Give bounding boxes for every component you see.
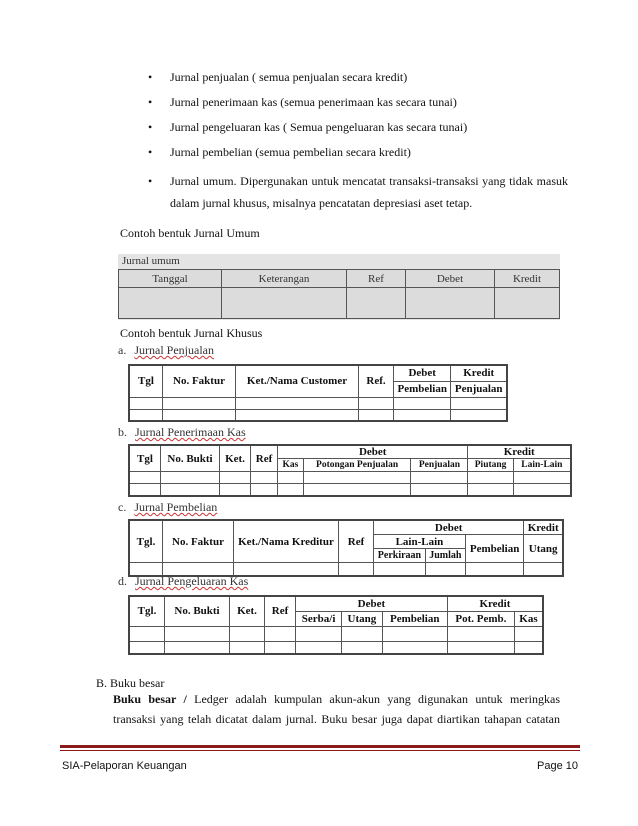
- footer-rule-thin: [60, 750, 580, 751]
- section-d-title: d. Jurnal Pengeluaran Kas: [118, 574, 249, 588]
- bullet-list: [148, 70, 568, 224]
- bullet-icon: •: [148, 70, 153, 84]
- jurnal-umum-title: Jurnal umum: [122, 255, 180, 267]
- jurnal-umum-caption: Contoh bentuk Jurnal Umum: [120, 226, 260, 240]
- col-tanggal: Tanggal: [119, 270, 222, 288]
- buku-besar-heading: B. Buku besar: [96, 676, 165, 690]
- jurnal-umum-figure: [118, 254, 560, 320]
- section-c-title: c. Jurnal Pembelian: [118, 500, 218, 514]
- page-number: Page 10: [537, 760, 578, 772]
- pembelian-table: Tgl. No. Faktur Ket./Nama Kreditur Ref Debet Kredit Lain-Lain Pembelian Utang Perkiraan Jumlah: [128, 519, 564, 577]
- list-item: • Jurnal umum. Dipergunakan untuk mencatat transaksi-transaksi yang tidak masuk dalam jurnal khusus, misalnya pencatatan depresiasi aset tetap.: [148, 170, 568, 214]
- jurnal-khusus-caption: Contoh bentuk Jurnal Khusus: [120, 326, 263, 340]
- bullet-icon: •: [148, 95, 153, 109]
- section-a-title: a. Jurnal Penjualan: [118, 343, 214, 357]
- list-item: • Jurnal pembelian (semua pembelian secara kredit): [148, 145, 411, 159]
- bullet-icon: •: [148, 174, 153, 188]
- col-debet: Debet: [406, 270, 495, 288]
- footer-title: SIA-Pelaporan Keuangan: [62, 760, 187, 772]
- buku-besar-paragraph: Buku besar / Ledger adalah kumpulan akun-akun yang digunakan untuk meringkas transaksi yang telah dicatat dalam jurnal. Buku besar juga dapat diartikan tahapan catatan: [113, 692, 560, 726]
- col-keterangan: Keterangan: [222, 270, 347, 288]
- list-item: • Jurnal pengeluaran kas ( Semua pengeluaran kas secara tunai): [148, 120, 468, 134]
- col-kredit: Kredit: [495, 270, 560, 288]
- bullet-icon: •: [148, 120, 153, 134]
- bullet-icon: •: [148, 145, 153, 159]
- section-b-title: b. Jurnal Penerimaan Kas: [118, 425, 246, 439]
- jurnal-umum-table: [118, 269, 560, 319]
- buku-besar-lead: Buku besar /: [113, 692, 187, 706]
- penjualan-table: Tgl No. Faktur Ket./Nama Customer Ref. Debet Kredit Pembelian Penjualan: [128, 364, 508, 422]
- list-item: • Jurnal penjualan ( semua penjualan secara kredit): [148, 70, 408, 84]
- footer-rule-thick: [60, 745, 580, 748]
- list-item: • Jurnal penerimaan kas (semua penerimaan kas secara tunai): [148, 95, 457, 109]
- col-ref: Ref: [347, 270, 406, 288]
- penerimaan-kas-table: Tgl No. Bukti Ket. Ref Debet Kredit Kas Potongan Penjualan Penjualan Piutang Lain-Lain: [128, 444, 572, 497]
- pengeluaran-kas-table: Tgl. No. Bukti Ket. Ref Debet Kredit Serba/i Utang Pembelian Pot. Pemb. Kas: [128, 595, 544, 655]
